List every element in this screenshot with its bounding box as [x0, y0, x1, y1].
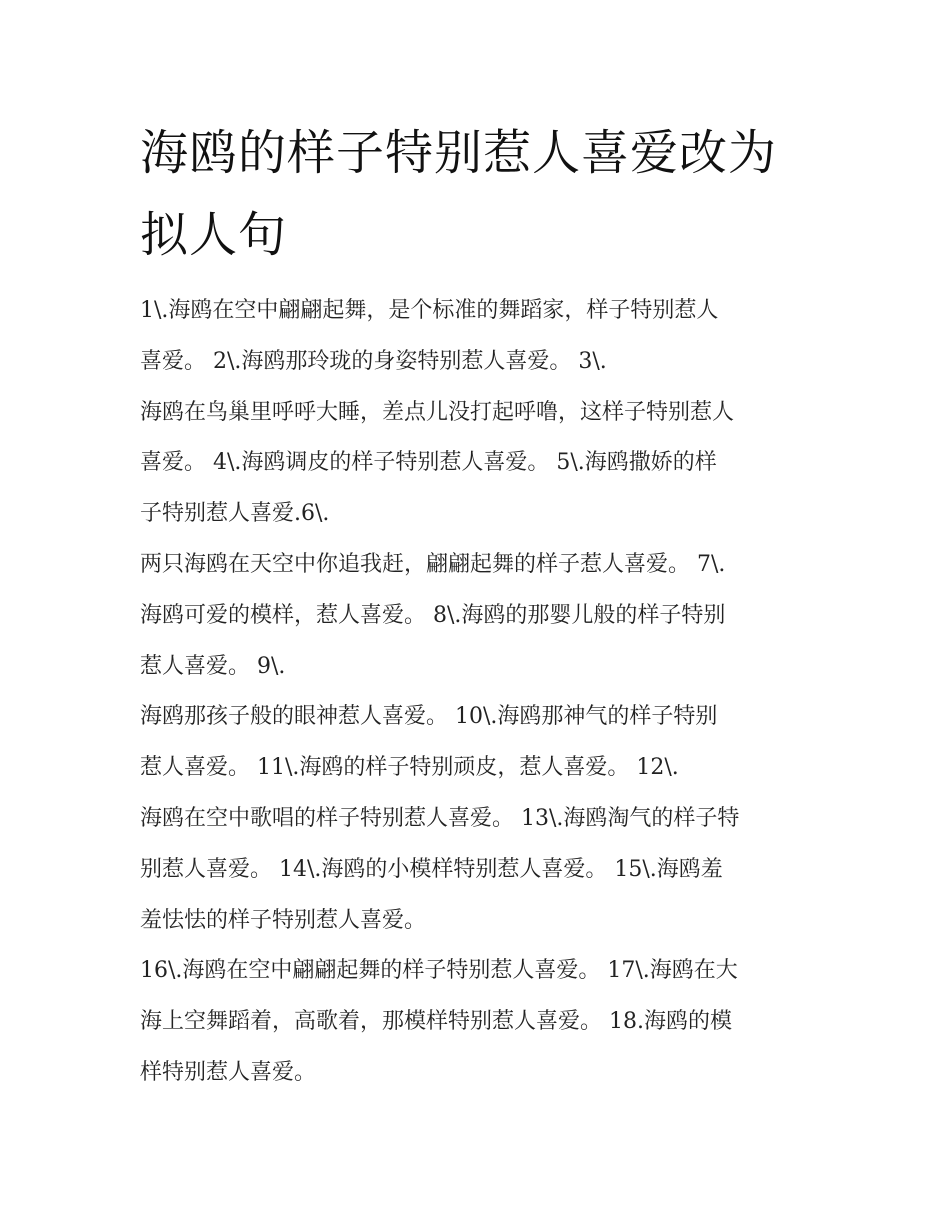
title-line: 海鸥的样子特别惹人喜爱改为 — [140, 125, 778, 181]
body-line: 喜爱。 4\.海鸥调皮的样子特别惹人喜爱。 5\.海鸥撒娇的样 — [140, 450, 717, 476]
body-line: 喜爱。 2\.海鸥那玲珑的身姿特别惹人喜爱。 3\. — [140, 348, 607, 374]
body-line: 1\.海鸥在空中翩翩起舞，是个标准的舞蹈家，样子特别惹人 — [140, 298, 719, 323]
body-line: 海上空舞蹈着，高歌着，那模样特别惹人喜爱。 18.海鸥的模 — [140, 1009, 732, 1035]
title-line: 拟人句 — [140, 207, 288, 263]
body-line: 16\.海鸥在空中翩翩起舞的样子特别惹人喜爱。 17\.海鸥在大 — [140, 958, 738, 984]
body-line: 海鸥可爱的模样，惹人喜爱。 8\.海鸥的那婴儿般的样子特别 — [140, 602, 726, 628]
body-line: 羞怯怯的样子特别惹人喜爱。 — [140, 907, 427, 933]
body-line: 惹人喜爱。 11\.海鸥的样子特别顽皮，惹人喜爱。 12\. — [140, 755, 679, 781]
body-line: 惹人喜爱。 9\. — [140, 653, 286, 679]
body-line: 别惹人喜爱。 14\.海鸥的小模样特别惹人喜爱。 15\.海鸥羞 — [140, 856, 723, 882]
body-line: 海鸥在鸟巢里呼呼大睡，差点儿没打起呼噜，这样子特别惹人 — [140, 399, 735, 425]
body-line: 海鸥在空中歌唱的样子特别惹人喜爱。 13\.海鸥淘气的样子特 — [140, 805, 740, 831]
body-line: 样特别惹人喜爱。 — [140, 1059, 317, 1085]
document-content — [140, 112, 820, 1099]
body-line: 海鸥那孩子般的眼神惹人喜爱。 10\.海鸥那神气的样子特别 — [140, 704, 718, 730]
document-title — [140, 112, 820, 276]
body-line: 两只海鸥在天空中你追我赶，翩翩起舞的样子惹人喜爱。 7\. — [140, 551, 726, 577]
body-line: 子特别惹人喜爱.6\. — [140, 501, 330, 527]
document-body — [140, 286, 820, 1099]
